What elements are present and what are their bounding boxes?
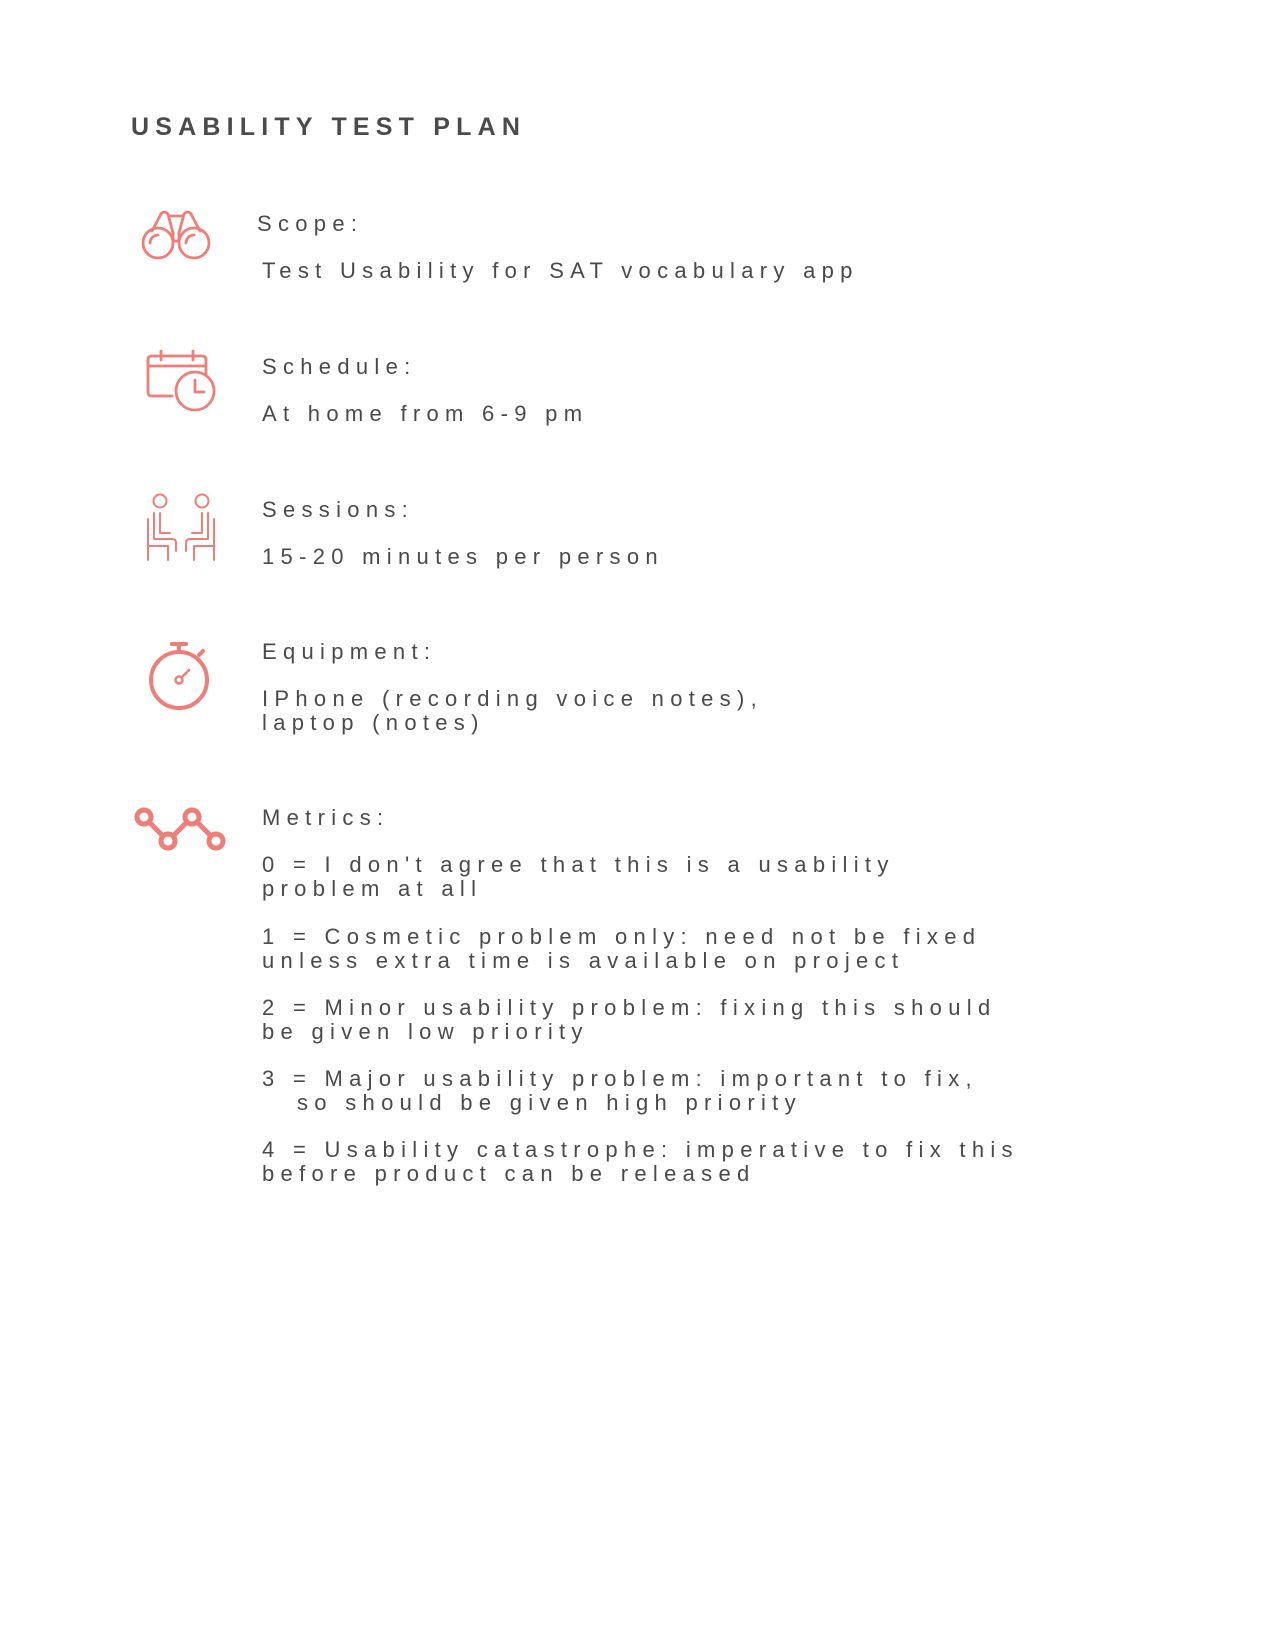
metric-2-line-1: 2 = Minor usability problem: fixing this should — [262, 995, 997, 1020]
metrics-label: Metrics: — [262, 805, 390, 830]
people-seated-icon — [144, 491, 218, 563]
equipment-label: Equipment: — [262, 639, 437, 664]
binoculars-icon — [140, 209, 212, 261]
sessions-text: 15-20 minutes per person — [262, 544, 664, 569]
metric-1-line-1: 1 = Cosmetic problem only: need not be fixed — [262, 924, 982, 949]
metric-0-line-1: 0 = I don't agree that this is a usability — [262, 852, 895, 877]
scope-label: Scope: — [257, 211, 364, 236]
metric-4-line-2: before product can be released — [262, 1161, 756, 1186]
calendar-clock-icon — [144, 348, 218, 414]
metric-3-line-2: so should be given high priority — [297, 1090, 802, 1115]
equipment-line-1: IPhone (recording voice notes), — [262, 686, 764, 711]
metric-3-line-1: 3 = Major usability problem: important to fix, — [262, 1066, 978, 1091]
metric-0-line-2: problem at all — [262, 876, 483, 901]
equipment-line-2: laptop (notes) — [262, 710, 485, 735]
metric-2-line-2: be given low priority — [262, 1019, 589, 1044]
scope-text: Test Usability for SAT vocabulary app — [262, 258, 859, 283]
page-title: USABILITY TEST PLAN — [131, 113, 527, 141]
schedule-label: Schedule: — [262, 354, 417, 379]
stopwatch-icon — [146, 640, 212, 712]
metric-4-line-1: 4 = Usability catastrophe: imperative to fix this — [262, 1137, 1019, 1162]
metric-1-line-2: unless extra time is available on project — [262, 948, 905, 973]
schedule-text: At home from 6-9 pm — [262, 401, 589, 426]
line-graph-icon — [135, 806, 227, 854]
sessions-label: Sessions: — [262, 497, 415, 522]
